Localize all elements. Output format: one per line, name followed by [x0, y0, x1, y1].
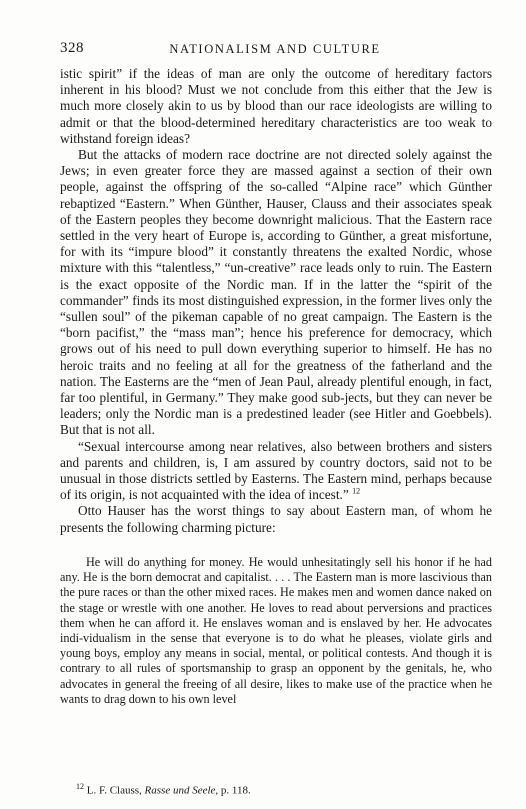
page-header	[60, 40, 490, 60]
body-text	[60, 66, 492, 536]
quote-text: He will do anything for money. He would unhesitatingly sell his honor if he had any. He is the born democrat and capitalist. . . . The Eastern man is more lascivious than the pure races or than the other mixed races. He makes men and women dance naked on the stage or wrestle with one another. He loves to read about perversions and practices them when he can afford it. He enslaves woman and is enslaved by her. He advocates indi-vidualism in the sense that everyone is to do what he pleases, violate girls and young boys, employ any means in social, mental, or political contests. And though it is contrary to all rules of sportsmanship to grasp an opponent by the genitals, he, who advocates in general the freeing of all desire, likes to make use of the practice when he wants to drag down to his own level	[60, 555, 492, 706]
paragraph: istic spirit” if the ideas of man are only the outcome of hereditary factors inherent in his blood? Must we not conclude from this either that the Jew is much more closely akin to us by blood than our race ideologists are willing to admit or that the blood-determined hereditary characteristics are too weak to withstand foreign ideas?	[60, 66, 492, 146]
block-quote	[60, 555, 492, 707]
paragraph: Otto Hauser has the worst things to say about Eastern man, of whom he presents the following charming picture:	[60, 503, 492, 535]
footnote-reference: 12	[352, 486, 361, 496]
paragraph	[60, 439, 492, 504]
running-head: NATIONALISM AND CULTURE	[169, 42, 381, 56]
footnote-title: Rasse und Seele,	[144, 784, 219, 797]
footnote-author: L. F. Clauss,	[86, 784, 142, 797]
paragraph-text: “Sexual intercourse among near relatives, also between brothers and sisters and parents and children, is, I am assured by country doctors, said not to be unusual in those districts settled by Easterns. The Eastern mind, perhaps because of its origin, is not acquainted with the idea of incest.”	[60, 438, 492, 503]
footnote-number: 12	[76, 782, 84, 791]
paragraph: But the attacks of modern race doctrine are not directed solely against the Jews; in even greater force they are massed against a section of their own people, against the offspring of the so-called “Alpine race” which Günther rebaptized “Eastern.” When Günther, Hauser, Clauss and their associates speak of the Eastern peoples they become downright malicious. That the Eastern race settled in the very heart of Europe is, according to Günther, a great misfortune, for with its “impure blood” it constantly threatens the exalted Nordic, whose mixture with this “talentless,” “un-creative” race leads only to ruin. The Eastern is the exact opposite of the Nordic man. If in the latter the “spirit of the commander” finds its most distinguished expression, in the former lives only the “sullen soul” of the pikeman capable of no great campaign. The Eastern is the “born pacifist,” the “mass man”; hence his preference for democracy, which grows out of his need to pull down everything superior to himself. He has no heroic traits and no feeling at all for the greatness of the fatherland and the nation. The Easterns are the “men of Jean Paul, already plentiful enough, in fact, far too plentiful, in Germany.” They make good sub-jects, but they can never be leaders; only the Nordic man is a predestined leader (see Hitler and Goebbels). But that is not all.	[60, 147, 492, 438]
page-number: 328	[60, 40, 84, 56]
footnote	[76, 782, 251, 797]
footnote-page: p. 118.	[220, 784, 251, 797]
